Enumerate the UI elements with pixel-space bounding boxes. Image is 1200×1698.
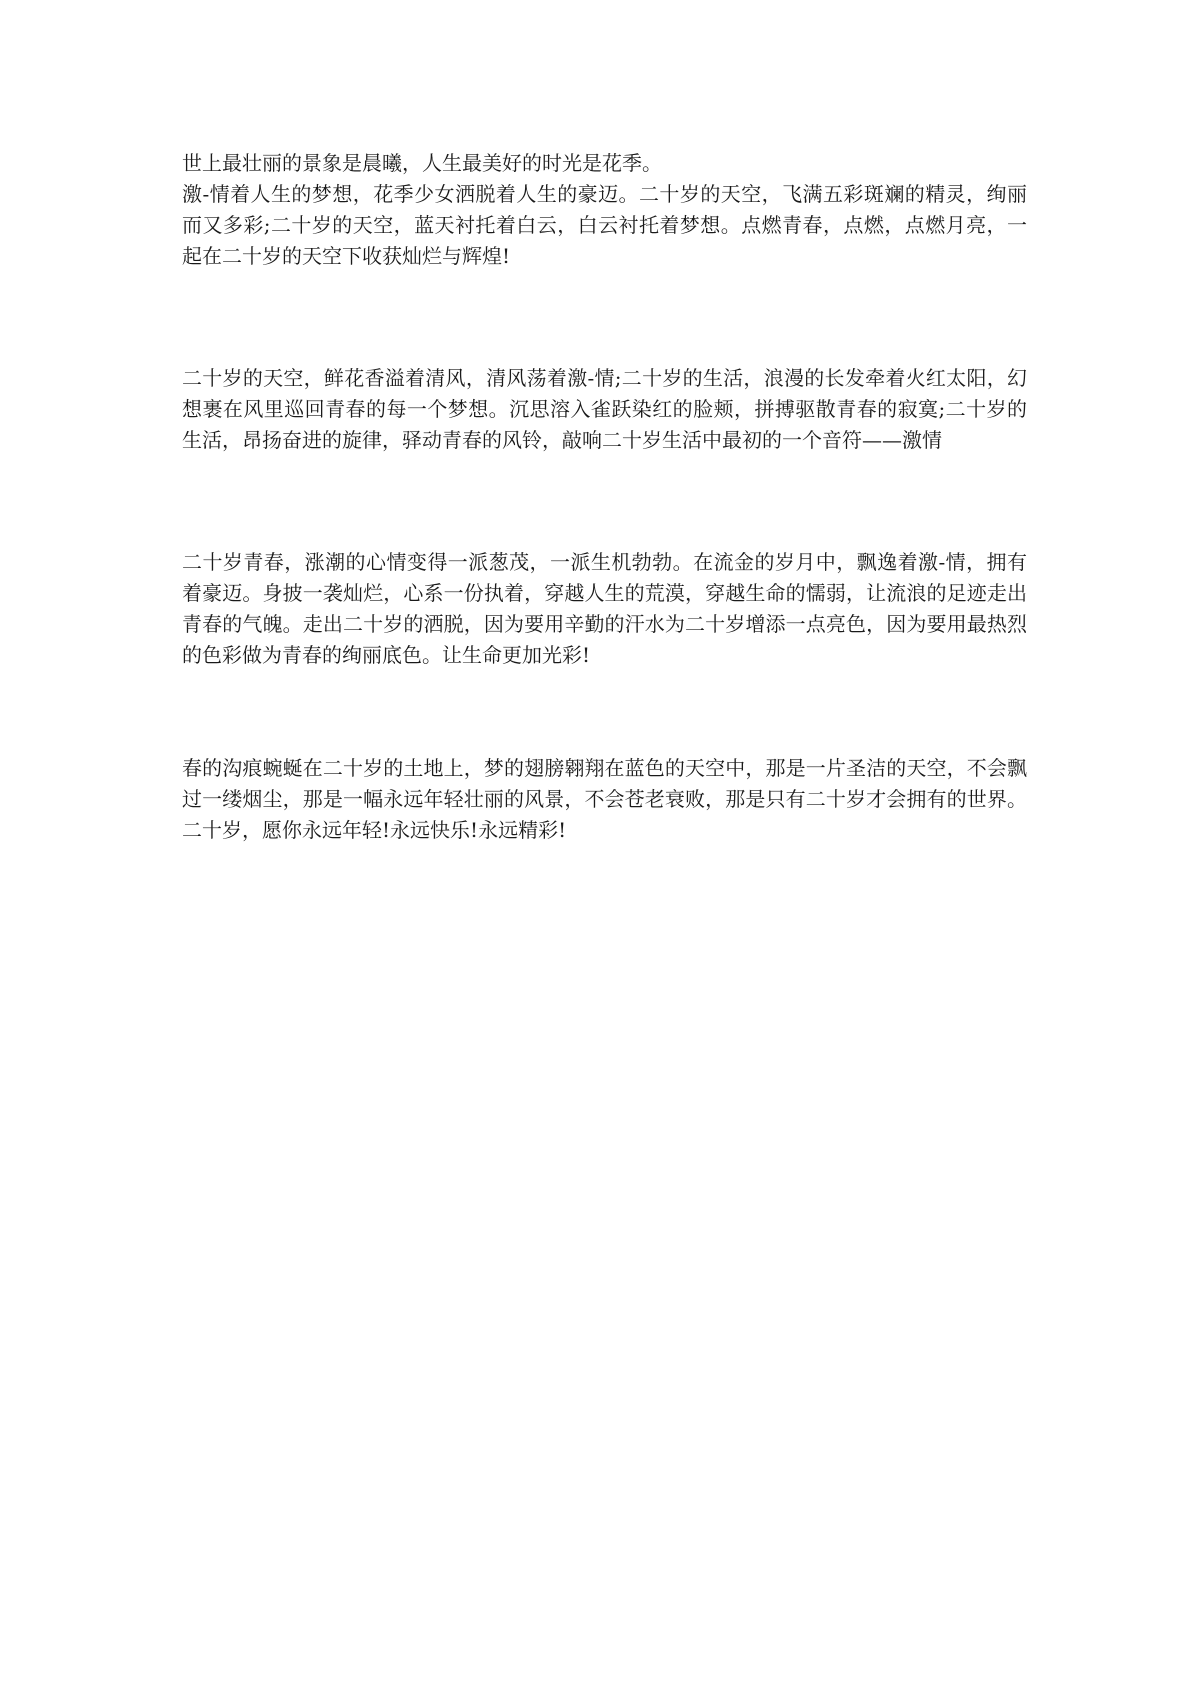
paragraph-spacer	[182, 671, 1027, 753]
paragraph-dreams: 激-情着人生的梦想，花季少女洒脱着人生的豪迈。二十岁的天空，飞满五彩斑斓的精灵，绚丽而又多彩;二十岁的天空，蓝天衬托着白云，白云衬托着梦想。点燃青春，点燃，点燃月亮，一起在二十岁的天空下收获灿烂与辉煌!	[182, 182, 1027, 268]
paragraph-opening: 世上最壮丽的景象是晨曦，人生最美好的时光是花季。	[182, 151, 662, 175]
paragraph-sky: 二十岁的天空，鲜花香溢着清风，清风荡着激-情;二十岁的生活，浪漫的长发牵着火红太阳，幻想裹在风里巡回青春的每一个梦想。沉思溶入雀跃染红的脸颊，拼搏驱散青春的寂寞;二十岁的生活，昂扬奋进的旋律，驿动青春的风铃，敲响二十岁生活中最初的一个音符——激情	[182, 366, 1027, 452]
paragraph-youth: 二十岁青春，涨潮的心情变得一派葱茂，一派生机勃勃。在流金的岁月中，飘逸着激-情，拥有着豪迈。身披一袭灿烂，心系一份执着，穿越人生的荒漠，穿越生命的懦弱，让流浪的足迹走出青春的气魄。走出二十岁的洒脱，因为要用辛勤的汗水为二十岁增添一点亮色，因为要用最热烈的色彩做为青春的绚丽底色。让生命更加光彩!	[182, 550, 1027, 667]
paragraph-closing: 春的沟痕蜿蜒在二十岁的土地上，梦的翅膀翱翔在蓝色的天空中，那是一片圣洁的天空，不会飘过一缕烟尘，那是一幅永远年轻壮丽的风景，不会苍老衰败，那是只有二十岁才会拥有的世界。二十岁，愿你永远年轻!永远快乐!永远精彩!	[182, 756, 1027, 842]
document-body	[182, 148, 1027, 846]
paragraph-spacer	[182, 272, 1027, 363]
paragraph-spacer	[182, 456, 1027, 547]
